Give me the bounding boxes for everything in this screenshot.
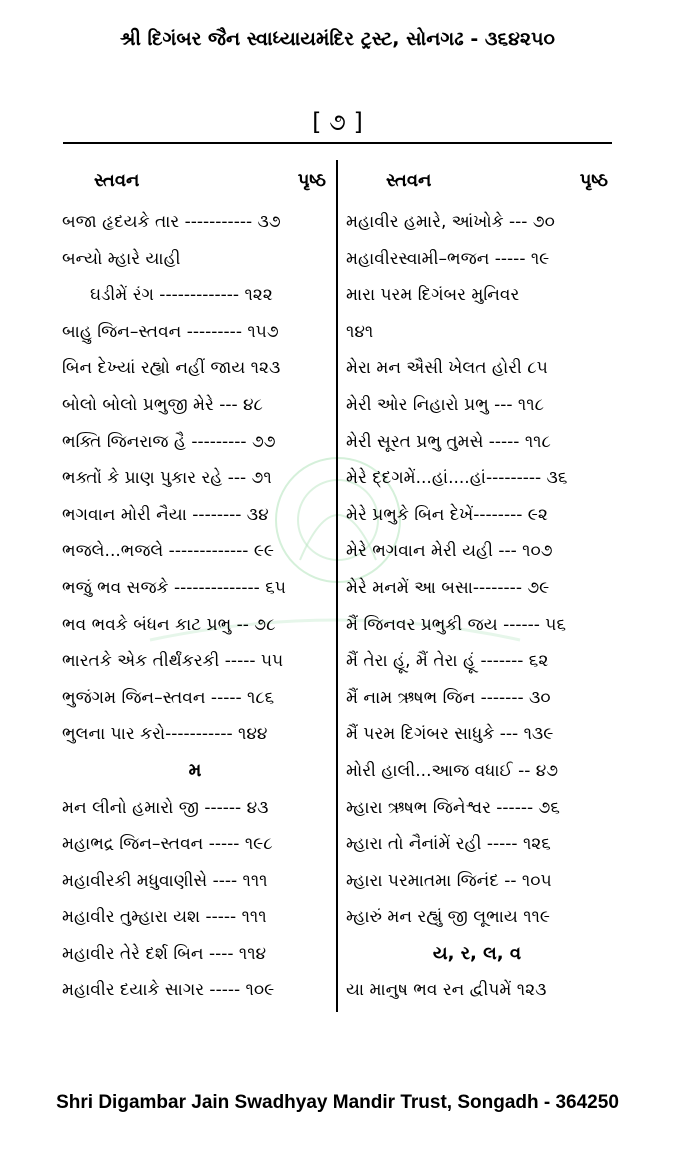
- list-item: મહાવીર દયાકે સાગર ----- ૧૦૯: [62, 980, 275, 1001]
- page-footer: Shri Digambar Jain Swadhyay Mandir Trust, Songadh - 364250: [56, 1092, 619, 1113]
- list-item: મ્હારા ઋષભ જિનેશ્વર ------ ૭૬: [346, 797, 560, 818]
- right-head-title: સ્તવન: [386, 170, 432, 191]
- list-item: મોરી હાલી...આજ વધાઈ -- ૪૭: [346, 760, 559, 781]
- list-item: મૈં તેરા હૂં, મૈં તેરા હૂં ------- ૬૨: [346, 651, 549, 672]
- list-item: મેરે ભગવાન મેરી યહી --- ૧૦૭: [346, 541, 553, 562]
- list-item: બજા હૃદયકે તાર ----------- ૩૭: [62, 212, 281, 232]
- left-head-page: પૃષ્ઠ: [297, 170, 326, 191]
- list-item: મ્હારા તો નૈનાંમેં રહી ----- ૧૨૬: [346, 834, 551, 855]
- list-item: મહાવીરસ્વામી–ભજન ----- ૧૯: [346, 248, 550, 269]
- list-item: મહાવીર તેરે દર્શ બિન ---- ૧૧૪: [62, 943, 267, 964]
- list-item: મ્હારું મન રહ્યું જી લૂભાય ૧૧૯: [346, 907, 550, 928]
- list-item: મેરે પ્રભુકે બિન દેખેં-------- ૯૨: [346, 504, 548, 525]
- page-number: [ ૭ ]: [312, 108, 363, 136]
- list-item: મહાવીર હમારે, આંખોકે --- ૭૦: [346, 212, 555, 232]
- list-item: ભક્તોં કે પ્રાણ પુકાર રહે --- ૭૧: [62, 468, 272, 489]
- list-item: ભુજંગમ જિન–સ્તવન ----- ૧૮૬: [62, 687, 275, 708]
- right-head-page: પૃષ્ઠ: [579, 170, 608, 191]
- column-divider: [336, 160, 338, 1012]
- list-item: યા માનુષ ભવ રન દ્વીપમેં ૧૨૩: [346, 980, 547, 1001]
- left-column: [62, 168, 328, 1009]
- section-letter-heading: ય, ર, લ, વ: [432, 942, 522, 964]
- list-item: ભુલના પાર કરો----------- ૧૪૪: [62, 724, 268, 745]
- page-header: શ્રી દિગંબર જૈન સ્વાધ્યાયમંદિર ટ્રસ્ટ, સોનગઢ - ૩૬૪૨૫૦: [120, 28, 555, 50]
- list-item: ભજલે...ભજલે ------------- ૯૯: [62, 541, 274, 562]
- list-item: મેરી ઓર નિહારો પ્રભુ --- ૧૧૮: [346, 394, 544, 415]
- list-item: મેરી સૂરત પ્રભુ તુમસે ----- ૧૧૮: [346, 431, 551, 452]
- right-column: [346, 168, 608, 1009]
- list-item: મહાભદ્ર જિન–સ્તવન ----- ૧૯૮: [62, 834, 273, 855]
- list-item: મૈં નામ ઋષભ જિન ------- ૩૦: [346, 687, 551, 708]
- list-item: બાહુ જિન–સ્તવન --------- ૧૫૭: [62, 321, 279, 342]
- left-head-title: સ્તવન: [94, 170, 140, 191]
- list-item: ભક્તિ જિનરાજ હૈ --------- ૭૭: [62, 431, 276, 452]
- right-column-header: [346, 168, 608, 204]
- list-item: મૈં જિનવર પ્રભુકી જય ------ ૫૬: [346, 614, 566, 635]
- section-letter-heading: મ: [188, 759, 202, 781]
- list-item: ૧૪૧: [346, 321, 374, 342]
- list-item: મહાવીર તુમ્હારા યશ ----- ૧૧૧: [62, 907, 267, 928]
- header-divider: [63, 142, 612, 144]
- list-item: મારા પરમ દિગંબર મુનિવર: [346, 285, 520, 306]
- list-item: બિન દેખ્યાં રહ્યો નહીં જાય ૧૨૩: [62, 358, 281, 379]
- list-item: ઘડીમેં રંગ ------------- ૧૨૨: [90, 285, 273, 306]
- list-item: બોલો બોલો પ્રભુજી મેરે --- ૪૮: [62, 394, 263, 415]
- list-item: ભગવાન મોરી નૈયા -------- ૩૪: [62, 504, 269, 525]
- list-item: મૈં પરમ દિગંબર સાધુકે --- ૧૩૯: [346, 724, 554, 745]
- left-column-header: [62, 168, 328, 204]
- list-item: મેરે દ્દગમેં...હાં....હાં--------- ૩૬: [346, 468, 568, 489]
- list-item: મેરે મનમેં આ બસા-------- ૭૯: [346, 577, 550, 598]
- list-item: ભવ ભવકે બંધન કાટ પ્રભુ -- ૭૮: [62, 614, 276, 635]
- list-item: ભજું ભવ સજકે -------------- ૬૫: [62, 577, 286, 598]
- list-item: બન્યો મ્હારે યાહી: [62, 248, 181, 269]
- list-item: મહાવીરકી મધુવાણીસે ---- ૧૧૧: [62, 870, 268, 891]
- list-item: મન લીનો હમારો જી ------ ૪૩: [62, 797, 269, 818]
- list-item: મ્હારા પરમાતમા જિનંદ -- ૧૦૫: [346, 870, 552, 891]
- list-item: ભારતકે એક તીર્થંકરકી ----- ૫૫: [62, 651, 284, 672]
- list-item: મેરા મન ઐસી ખેલત હોરી ૮૫: [346, 358, 548, 379]
